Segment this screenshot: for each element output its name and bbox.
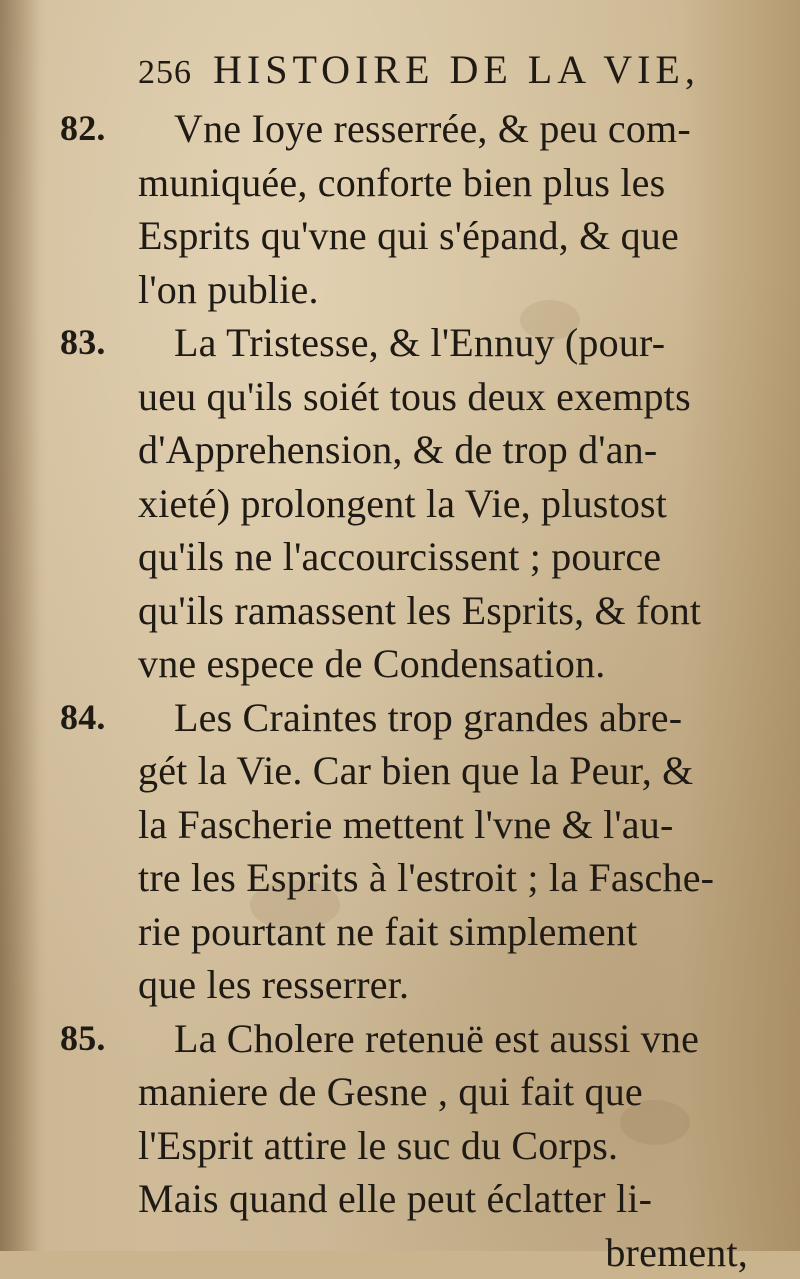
catchword-line xyxy=(138,1226,748,1279)
entry-number: 85. xyxy=(60,1012,106,1066)
line-text: ueu qu'ils soiét tous deux exempts xyxy=(138,374,691,419)
entry-number: 84. xyxy=(60,691,106,745)
text-line xyxy=(138,316,748,370)
text-line xyxy=(138,851,748,905)
catchword: brement, xyxy=(605,1230,748,1275)
text-line xyxy=(138,691,748,745)
text-line xyxy=(138,1065,748,1119)
text-line xyxy=(138,1119,748,1173)
text-line xyxy=(138,905,748,959)
text-line xyxy=(138,798,748,852)
text-line xyxy=(138,156,748,210)
text-line xyxy=(138,102,748,156)
text-line xyxy=(138,530,748,584)
line-text: qu'ils ramassent les Esprits, & font xyxy=(138,588,701,633)
line-text: l'Esprit attire le suc du Corps. xyxy=(138,1123,618,1168)
line-text: Les Craintes trop grandes abre- xyxy=(174,695,682,740)
line-text: gét la Vie. Car bien que la Peur, & xyxy=(138,748,693,793)
text-line xyxy=(138,209,748,263)
line-text: Vne Ioye resserrée, & peu com- xyxy=(174,106,691,151)
line-text: la Fascherie mettent l'vne & l'au- xyxy=(138,802,673,847)
text-line xyxy=(138,744,748,798)
text-line xyxy=(138,477,748,531)
text-line xyxy=(138,584,748,638)
text-line xyxy=(138,1172,748,1226)
line-text: qu'ils ne l'accourcissent ; pource xyxy=(138,534,661,579)
line-text: Mais quand elle peut éclatter li- xyxy=(138,1176,652,1221)
line-text: muniquée, conforte bien plus les xyxy=(138,160,665,205)
line-text: La Cholere retenuë est aussi vne xyxy=(174,1016,699,1061)
line-text: maniere de Gesne , qui fait que xyxy=(138,1069,643,1114)
line-text: l'on publie. xyxy=(138,267,319,312)
line-text: La Tristesse, & l'Ennuy (pour- xyxy=(174,320,665,365)
body-text xyxy=(138,102,748,1279)
line-text: tre les Esprits à l'estroit ; la Fasche- xyxy=(138,855,714,900)
entry-number: 83. xyxy=(60,316,106,370)
line-text: xieté) prolongent la Vie, plustost xyxy=(138,481,667,526)
line-text: d'Apprehension, & de trop d'an- xyxy=(138,427,657,472)
line-text: rie pourtant ne fait simplement xyxy=(138,909,637,954)
running-header xyxy=(138,44,738,96)
text-line xyxy=(138,958,748,1012)
gutter-shadow xyxy=(0,0,40,1251)
text-line xyxy=(138,637,748,691)
line-text: que les resserrer. xyxy=(138,962,409,1007)
text-line xyxy=(138,1012,748,1066)
text-line xyxy=(138,263,748,317)
text-line xyxy=(138,423,748,477)
running-title: HISTOIRE DE LA VIE, xyxy=(213,47,700,92)
text-line xyxy=(138,370,748,424)
line-text: Esprits qu'vne qui s'épand, & que xyxy=(138,213,679,258)
entry-number: 82. xyxy=(60,102,106,156)
line-text: vne espece de Condensation. xyxy=(138,641,605,686)
page-number: 256 xyxy=(138,54,192,91)
